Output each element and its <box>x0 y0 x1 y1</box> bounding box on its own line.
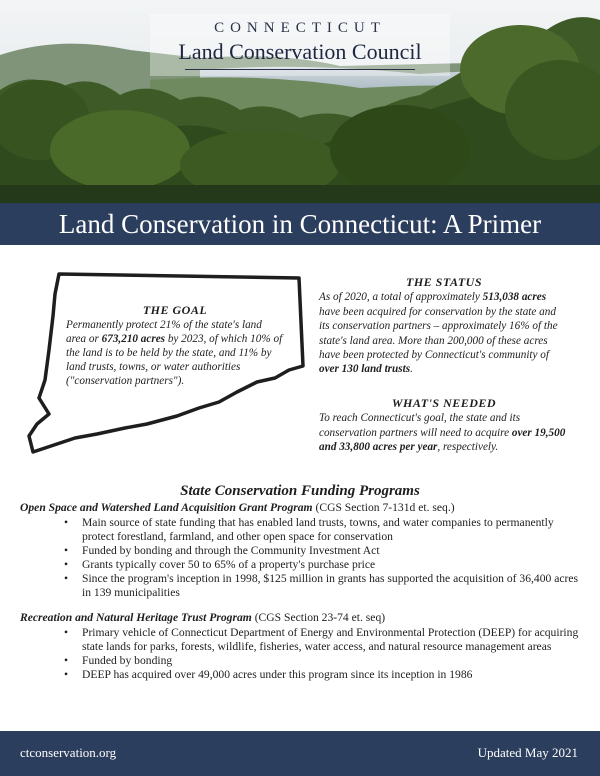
list-item: • DEEP has acquired over 49,000 acres under this program since its inception in 1986 <box>82 668 580 682</box>
org-name <box>0 20 600 70</box>
goal-heading: THE GOAL <box>142 303 208 317</box>
needed-text <box>319 411 569 454</box>
updated-date: Updated May 2021 <box>477 745 578 760</box>
program-bullets <box>20 516 580 600</box>
list-item: • Funded by bonding <box>82 654 580 668</box>
goal-text <box>66 318 284 388</box>
program-ref: (CGS Section 23-74 et. seq) <box>251 611 386 624</box>
header-photo <box>0 0 600 203</box>
funding-section-title: State Conservation Funding Programs <box>180 483 420 499</box>
status-text-part: . <box>410 363 413 376</box>
needed-figure: over 19,500 and 33,800 acres per year <box>319 426 566 454</box>
goal-acres: 673,210 acres <box>101 333 166 345</box>
needed-text-part: To reach Connecticut's goal, the state and its conservation partners will need to acquire <box>319 412 521 439</box>
list-item: • Since the program's inception in 1998, $125 million in grants has supported the acquisition of 36,400 acres in 139 municipalities <box>82 572 580 600</box>
org-name-line1: CONNECTICUT <box>214 20 386 36</box>
status-acres: 513,038 acres <box>482 291 547 304</box>
status-block <box>319 275 569 377</box>
list-item: • Grants typically cover 50 to 65% of a property's purchase price <box>82 558 580 572</box>
page-title: Land Conservation in Connecticut: A Primer <box>0 203 600 245</box>
program-bullets <box>20 626 580 682</box>
website-link[interactable]: ctconservation.org <box>20 745 117 760</box>
program-heading <box>20 501 580 515</box>
needed-block <box>319 396 569 455</box>
list-item: • Funded by bonding and through the Community Investment Act <box>82 544 580 558</box>
status-text-part: have been acquired for conservation by the state and its conservation partners – approximately 16% of the state's land area. More than 200,000 of these acres have been protected by Connecticut's community of <box>319 305 558 362</box>
program-open-space <box>20 501 580 600</box>
org-name-rule <box>185 69 415 70</box>
program-ref: (CGS Section 7-131d et. seq.) <box>312 501 455 514</box>
needed-heading: WHAT'S NEEDED <box>391 396 497 410</box>
program-recreation-heritage <box>20 611 580 682</box>
status-trusts: over 130 land trusts <box>319 363 411 376</box>
goal-block <box>66 303 284 388</box>
program-heading <box>20 611 580 625</box>
program-name: Open Space and Watershed Land Acquisition Grant Program <box>20 501 313 514</box>
footer <box>0 731 600 776</box>
goal-text-part: Permanently protect 21% of the state's land area or <box>66 319 262 345</box>
needed-text-part: , respectively. <box>437 441 499 454</box>
status-heading: THE STATUS <box>405 275 483 289</box>
program-name: Recreation and Natural Heritage Trust Program <box>20 611 252 624</box>
goal-text-part: by 2023, of which 10% of the land is to be held by the state, and 11% by land trusts, towns, or water authorities ("conservation partners"). <box>66 333 283 387</box>
org-name-line2: Land Conservation Council <box>178 39 422 64</box>
list-item: • Main source of state funding that has enabled land trusts, towns, and water companies to permanently protect forestland, farmland, and other open space for conservation <box>82 516 580 544</box>
status-text-part: As of 2020, a total of approximately <box>319 291 483 304</box>
list-item: • Primary vehicle of Connecticut Department of Energy and Environmental Protection (DEEP) for acquiring state lands for parks, forests, wildlife, fisheries, water access, and natural resource management areas <box>82 626 580 654</box>
status-text <box>319 290 569 376</box>
